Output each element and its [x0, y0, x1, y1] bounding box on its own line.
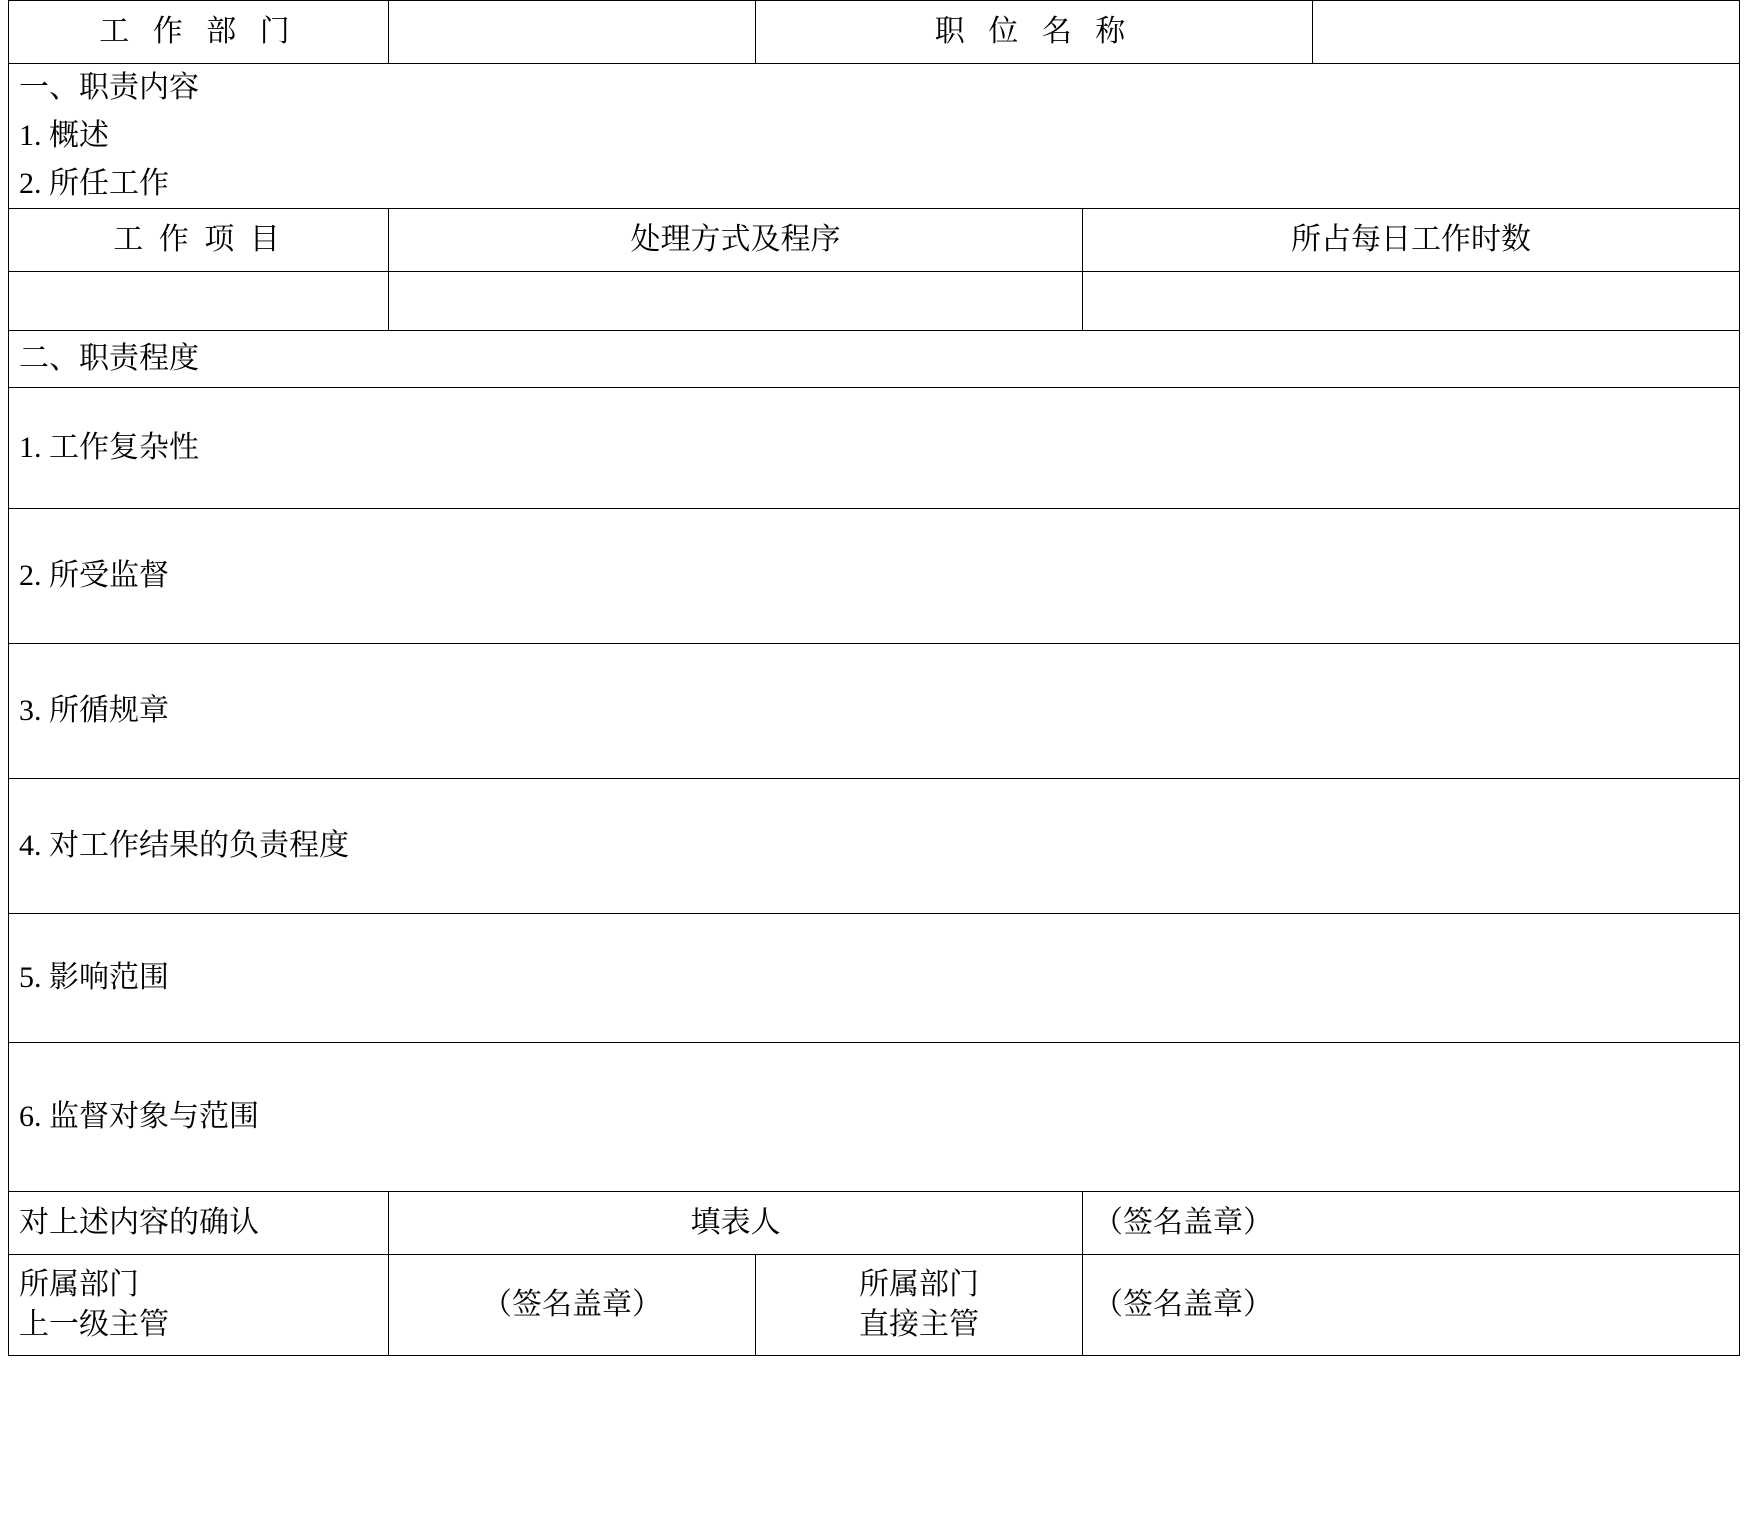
header-row — [9, 1, 1740, 64]
degree-item-rules-followed: 3. 所循规章 — [9, 644, 1740, 779]
section-one-item1-row — [9, 112, 1740, 160]
degree-item-supervision-targets: 6. 监督对象与范围 — [9, 1043, 1740, 1192]
task-table-row — [9, 272, 1740, 331]
section-one-title-row — [9, 64, 1740, 113]
section-two-title-row — [9, 331, 1740, 388]
task-cell-method[interactable] — [389, 272, 1083, 331]
section-one-item2-row — [9, 160, 1740, 209]
task-col-hours: 所占每日工作时数 — [1083, 209, 1740, 272]
direct-supervisor-label-line1: 所属部门 — [859, 1267, 979, 1301]
confirmation-supervisor-row — [9, 1255, 1740, 1356]
direct-supervisor-signature[interactable]: （签名盖章） — [1083, 1255, 1740, 1356]
task-cell-project[interactable] — [9, 272, 389, 331]
section-one-item-tasks: 2. 所任工作 — [9, 160, 1740, 209]
confirmation-header-row — [9, 1192, 1740, 1255]
degree-item-row-5 — [9, 914, 1740, 1043]
confirmation-title: 对上述内容的确认 — [9, 1192, 389, 1255]
task-cell-hours[interactable] — [1083, 272, 1740, 331]
direct-supervisor-label — [756, 1255, 1083, 1356]
position-label: 职 位 名 称 — [756, 1, 1313, 64]
position-value[interactable] — [1313, 1, 1740, 64]
task-table-header-row — [9, 209, 1740, 272]
upper-supervisor-signature[interactable]: （签名盖章） — [389, 1255, 756, 1356]
degree-item-row-4 — [9, 779, 1740, 914]
filler-label: 填表人 — [389, 1192, 1083, 1255]
degree-item-row-2 — [9, 509, 1740, 644]
degree-item-impact-scope: 5. 影响范围 — [9, 914, 1740, 1043]
degree-item-work-complexity: 1. 工作复杂性 — [9, 388, 1740, 509]
section-one-title: 一、职责内容 — [9, 64, 1740, 113]
task-col-project: 工 作 项 目 — [9, 209, 389, 272]
upper-supervisor-label-line2: 上一级主管 — [19, 1308, 169, 1341]
upper-supervisor-label — [9, 1255, 389, 1356]
degree-item-row-6 — [9, 1043, 1740, 1192]
department-value[interactable] — [389, 1, 756, 64]
section-one-item-overview: 1. 概述 — [9, 112, 1740, 160]
direct-supervisor-label-line2: 直接主管 — [859, 1308, 979, 1341]
filler-signature[interactable]: （签名盖章） — [1083, 1192, 1740, 1255]
job-description-form — [8, 0, 1740, 1356]
task-col-method: 处理方式及程序 — [389, 209, 1083, 272]
degree-item-accountability: 4. 对工作结果的负责程度 — [9, 779, 1740, 914]
upper-supervisor-label-line1: 所属部门 — [19, 1267, 139, 1301]
degree-item-supervision-received: 2. 所受监督 — [9, 509, 1740, 644]
degree-item-row-1 — [9, 388, 1740, 509]
department-label: 工 作 部 门 — [9, 1, 389, 64]
section-two-title: 二、职责程度 — [9, 331, 1740, 388]
degree-item-row-3 — [9, 644, 1740, 779]
